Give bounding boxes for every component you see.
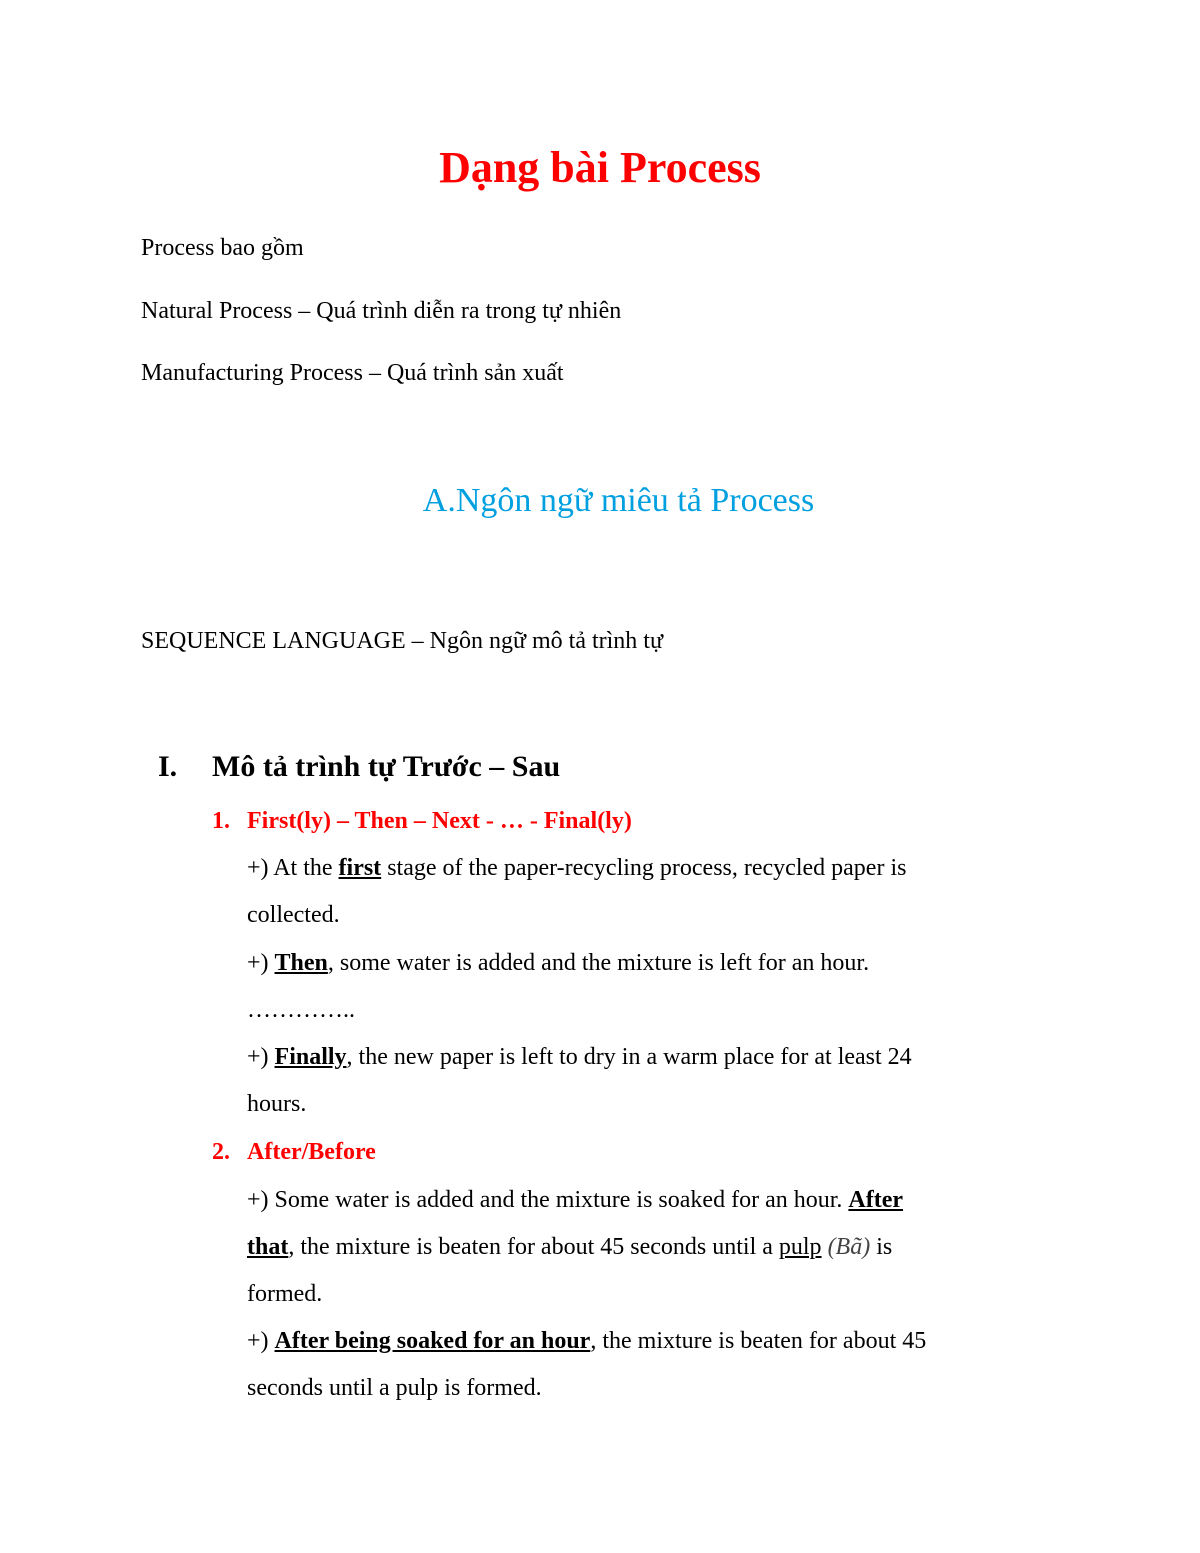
example-text: +) Some water is added and the mixture is soaked for an hour. [247,1187,849,1213]
item-1-example-3 [247,1044,912,1071]
item-1-number: 1. [212,808,230,834]
item-1-example-1 [247,855,906,882]
part-title: Mô tả trình tự Trước – Sau [212,750,561,783]
document-title: Dạng bài Process [439,143,761,192]
key-word-that: that [247,1234,289,1260]
example-prefix: +) [247,950,275,976]
item-2-title: After/Before [247,1139,376,1165]
key-word-then: Then [274,950,328,976]
key-word-finally: Finally [274,1044,347,1070]
key-phrase-after-being-soaked: After being soaked for an hour [274,1328,591,1354]
vocab-word-pulp: pulp [778,1234,822,1260]
example-text: , the mixture is beaten for about 45 seconds until a [288,1234,779,1260]
item-1-example-1-continued: collected. [247,902,340,928]
part-number: I. [158,750,178,783]
key-word-after: After [848,1187,904,1213]
item-2-example-1-end: formed. [247,1281,323,1307]
example-text: , some water is added and the mixture is left for an hour. [327,950,870,976]
item-2-example-2 [247,1328,926,1355]
example-prefix: +) [247,1328,275,1354]
item-2-example-2-continued: seconds until a pulp is formed. [247,1375,542,1401]
intro-line-manufacturing-process: Manufacturing Process – Quá trình sản xuất [141,360,564,386]
item-2-number: 2. [212,1139,230,1165]
example-text: , the mixture is beaten for about 45 [590,1328,927,1354]
section-a-heading: A.Ngôn ngữ miêu tả Process [422,482,815,519]
example-prefix: +) At the [247,855,339,881]
item-1-title: First(ly) – Then – Next - … - Final(ly) [247,808,632,834]
sequence-language-heading: SEQUENCE LANGUAGE – Ngôn ngữ mô tả trình tự [141,628,663,654]
item-2-example-1 [247,1187,903,1214]
example-prefix: +) [247,1044,275,1070]
vocab-gloss: (Bã) [827,1234,871,1260]
example-text: stage of the paper-recycling process, recycled paper is [381,855,907,881]
key-word-first: first [338,855,382,881]
example-text: , the new paper is left to dry in a warm place for at least 24 [346,1044,912,1070]
example-text-end: is [870,1234,893,1260]
item-2-example-1-continued [247,1234,892,1261]
intro-line-1: Process bao gồm [141,235,304,261]
item-1-example-3-continued: hours. [247,1091,307,1117]
ellipsis-dots: ………….. [247,997,355,1023]
intro-line-natural-process: Natural Process – Quá trình diễn ra trong tự nhiên [141,298,622,324]
item-1-example-2 [247,950,869,977]
